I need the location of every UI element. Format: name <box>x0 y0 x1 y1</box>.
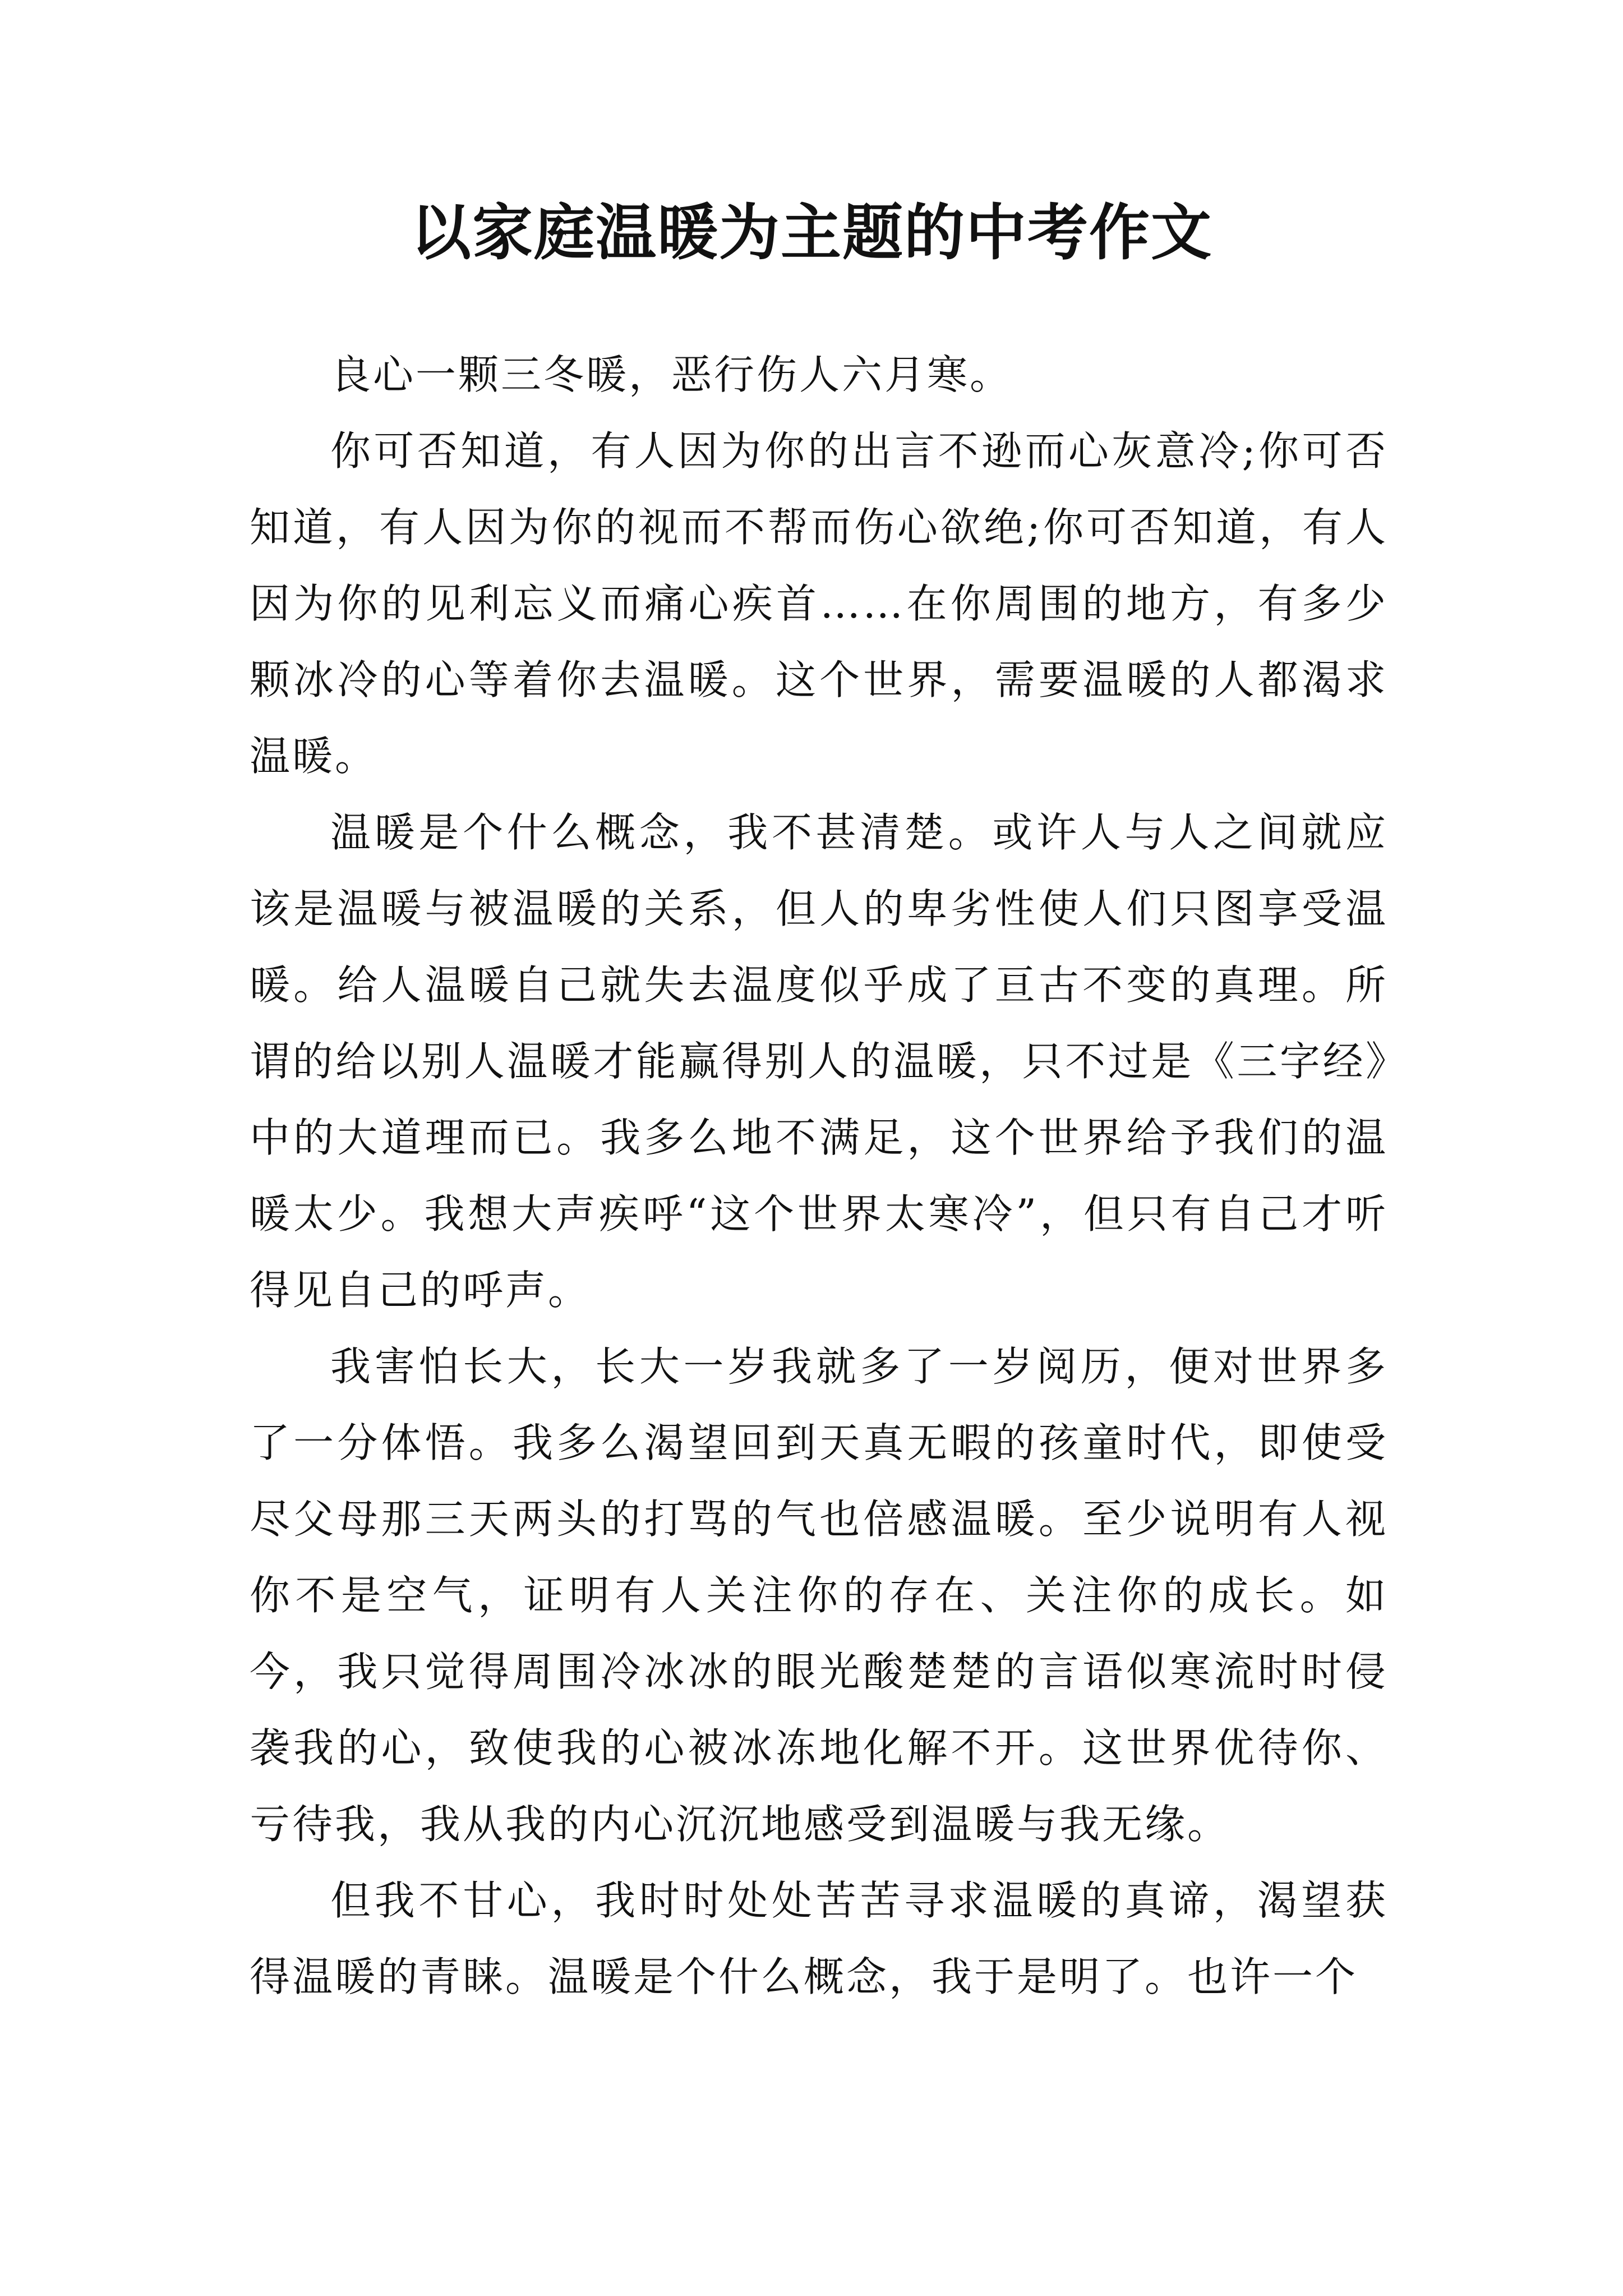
document-body <box>250 337 1388 2015</box>
paragraph-1: 良心一颗三冬暖，恶行伤人六月寒。 <box>330 351 1013 398</box>
paragraph-3: 温暖是个什么概念，我不甚清楚。或许人与人之间就应该是温暖与被温暖的关系，但人的卑劣性使人们只图享受温暖。给人温暖自己就失去温度似乎成了亘古不变的真理。所谓的给以别人温暖才能赢得别人的温暖，只不过是《三字经》中的大道理而已。我多么地不满足，这个世界给予我们的温暖太少。我想大声疾呼“这个世界太寒冷”，但只有自己才听得见自己的呼声。 <box>250 809 1388 1314</box>
paragraph-4: 我害怕长大，长大一岁我就多了一岁阅历，便对世界多了一分体悟。我多么渴望回到天真无暇的孩童时代，即使受尽父母那三天两头的打骂的气也倍感温暖。至少说明有人视你不是空气，证明有人关注你的存在、关注你的成长。如今，我只觉得周围冷冰冰的眼光酸楚楚的言语似寒流时时侵袭我的心，致使我的心被冰冻地化解不开。这世界优待你、亏待我，我从我的内心沉沉地感受到温暖与我无缘。 <box>250 1343 1388 1848</box>
document-title: 以家庭温暖为主题的中考作文 <box>410 197 1212 268</box>
paragraph-5: 但我不甘心，我时时处处苦苦寻求温暖的真谛，渴望获得温暖的青睐。温暖是个什么概念，我于是明了。也许一个 <box>250 1877 1388 2000</box>
paragraph-2: 你可否知道，有人因为你的出言不逊而心灰意冷;你可否知道，有人因为你的视而不帮而伤心欲绝;你可否知道，有人因为你的见利忘义而痛心疾首……在你周围的地方，有多少颗冰冷的心等着你去温暖。这个世界，需要温暖的人都渴求温暖。 <box>250 427 1388 780</box>
